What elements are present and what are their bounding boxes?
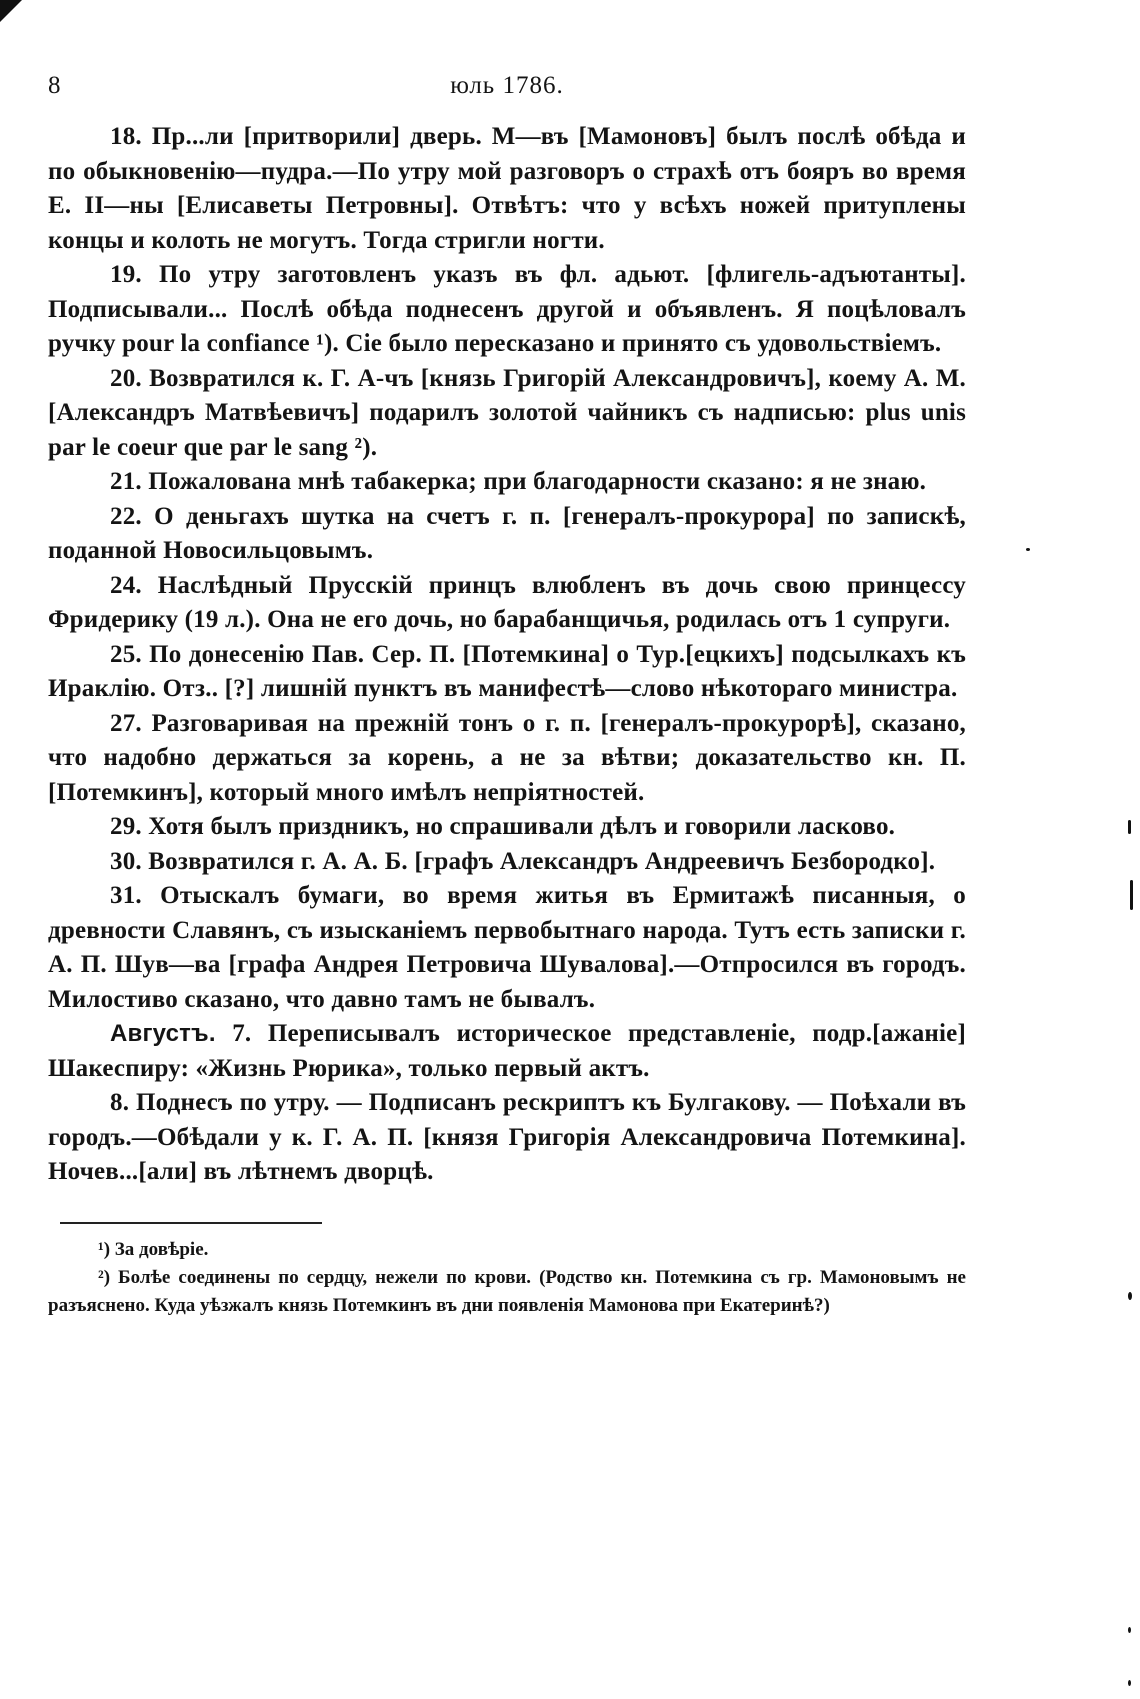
diary-entry-29: 29. Хотя былъ приздникъ, но спрашивали дѣлъ и говорили ласково. [110, 813, 896, 840]
diary-entry-22: 22. О деньгахъ шутка на счетъ г. п. [генералъ-прокурора] по запискѣ, поданной Новосильцовымъ. [48, 502, 966, 564]
diary-entry-24: 24. Наслѣдный Прусскій принцъ влюбленъ въ дочь свою принцессу Фридерику (19 л.). Она не его дочь, но барабанщичья, родилась отъ 1 супруги. [48, 571, 966, 633]
footnote-2: ²) Болѣе соединены по сердцу, нежели по крови. (Родство кн. Потемкина съ гр. Мамоновымъ не разъяснено. Куда уѣзжалъ князь Потемкинъ въ дни появленія Мамонова при Екатеринѣ?) [48, 1266, 966, 1316]
diary-entry-august-7 [48, 1017, 966, 1086]
diary-entry-21: 21. Пожалована мнѣ табакерка; при благодарности сказано: я не знаю. [110, 468, 927, 495]
scan-speck [1128, 1627, 1131, 1633]
footnotes [48, 1236, 966, 1320]
diary-entry-27: 27. Разговаривая на прежній тонъ о г. п. [генералъ-прокурорѣ], сказано, что надобно держаться за корень, а не за вѣтви; доказательство кн. П. [Потемкинъ], который много имѣлъ непріятностей. [48, 709, 966, 806]
scan-speck [1130, 880, 1133, 910]
august-7-text: 7. Переписывалъ историческое представленіе, подр.[ажаніе] Шакеспиру: «Жизнь Рюрика», только первый актъ. [48, 1020, 966, 1082]
diary-text [48, 120, 966, 1190]
diary-entry-20: 20. Возвратился к. Г. А-чъ [князь Григорій Александровичъ], коему А. М. [Александръ Матвѣевичъ] подарилъ золотой чайникъ съ надписью: plus unis par le coeur que par le sang ²). [48, 364, 966, 461]
diary-entry-25: 25. По донесенію Пав. Сер. П. [Потемкина] о Тур.[ецкихъ] подсылкахъ къ Ираклію. Отз.. [?] лишній пунктъ въ манифестѣ—слово нѣкотораго министра. [48, 640, 966, 702]
scan-speck [1128, 1680, 1131, 1686]
diary-entry-30: 30. Возвратился г. А. А. Б. [графъ Александръ Андреевичъ Безбородко]. [110, 847, 936, 875]
page-number: 8 [48, 72, 61, 99]
page-header [48, 72, 966, 112]
running-title: юль 1786. [450, 72, 564, 99]
scan-speck [1128, 1292, 1132, 1300]
diary-entry-18: 18. Пр...ли [притворили] дверь. М—въ [Мамоновъ] былъ послѣ обѣда и по обыкновенію—пудра.—По утру мой разговоръ о страхѣ отъ бояръ во время Е. II—ны [Елисаветы Петровны]. Отвѣтъ: что у всѣхъ ножей притуплены концы и колоть не могутъ. Тогда стригли ногти. [48, 123, 966, 254]
diary-entry-19: 19. По утру заготовленъ указъ въ фл. адьют. [флигель-адъютанты]. Подписывали... Послѣ обѣда поднесенъ другой и объявленъ. Я поцѣловалъ ручку pour la confiance ¹). Сіе было пересказано и принято съ удовольствіемъ. [48, 261, 966, 357]
diary-entry-august-8: 8. Поднесъ по утру. — Подписанъ рескриптъ къ Булгакову. — Поѣхали въ городъ.—Обѣдали у к. Г. А. П. [князя Григорія Александровича Потемкина]. Ночев...[али] въ лѣтнемъ дворцѣ. [48, 1089, 966, 1185]
footnote-1: ¹) За довѣріе. [98, 1238, 209, 1260]
footnote-divider [60, 1222, 322, 1224]
scan-speck [1128, 820, 1131, 834]
diary-entry-31: 31. Отыскалъ бумаги, во время житья въ Ермитажѣ писанныя, о древности Славянъ, съ изысканіемъ первобытнаго народа. Тутъ есть записки г. А. П. Шув—ва [графа Андрея Петровича Шувалова].—Отпросился въ городъ. Милостиво сказано, что давно тамъ не бывалъ. [48, 882, 966, 1013]
book-page [48, 72, 966, 1320]
month-heading-august: Августъ. [110, 1020, 216, 1047]
scan-speck [1026, 548, 1030, 551]
scan-corner-mark [0, 0, 22, 22]
